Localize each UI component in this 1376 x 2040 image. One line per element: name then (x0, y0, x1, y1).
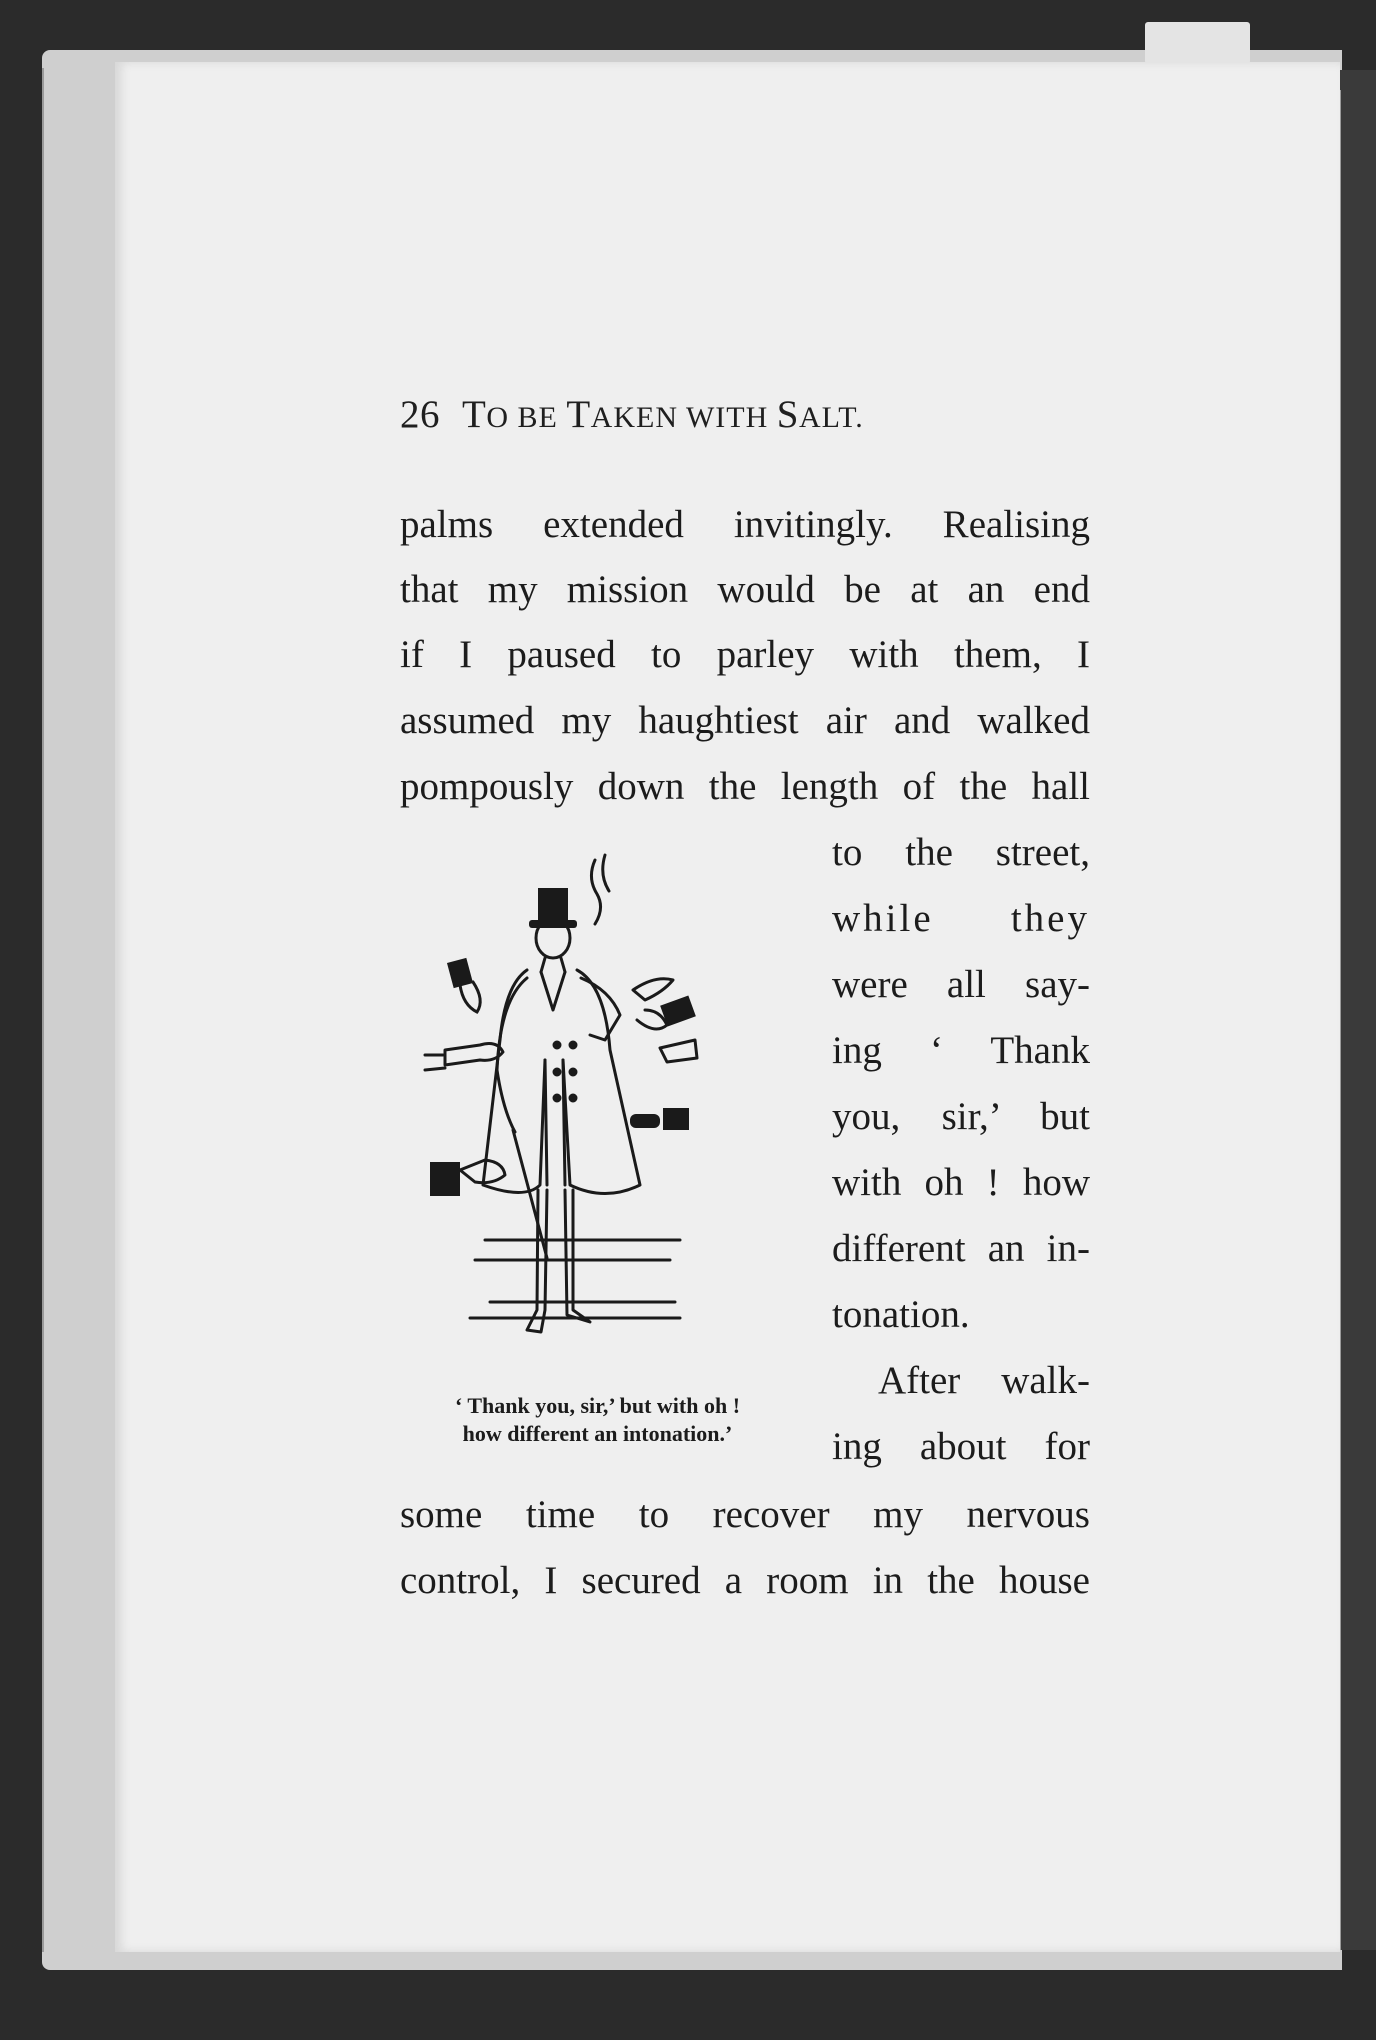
text-line: you, sir,’ but (832, 1095, 1090, 1138)
text-line: tonation. (832, 1293, 970, 1336)
text-line: ing about for (832, 1425, 1090, 1468)
header-title: TO BE TAKEN WITH SALT. (462, 393, 864, 436)
right-shadow (1336, 70, 1376, 1950)
text-line: that my mission would be at an end (400, 568, 1090, 611)
text-line: control, I secured a room in the house (400, 1559, 1090, 1602)
text-line: different an in- (832, 1227, 1090, 1270)
text-line: to the street, (832, 831, 1090, 874)
text-line: pompously down the length of the hall (400, 765, 1090, 808)
text-line: assumed my haughtiest air and walked (400, 699, 1090, 742)
illustration-gentleman-with-hands (405, 840, 785, 1385)
text-line: if I paused to parley with them, I (400, 633, 1090, 676)
text-line: with oh ! how (832, 1161, 1090, 1204)
page-tab-marker (1145, 22, 1250, 64)
text-line: while they (832, 897, 1090, 940)
text-line: palms extended invitingly. Realising (400, 503, 1090, 546)
page-number: 26 (400, 393, 440, 436)
text-line: ing ‘ Thank (832, 1029, 1090, 1072)
running-header (400, 392, 864, 437)
text-line: were all say- (832, 963, 1090, 1006)
illustration-caption: ‘ Thank you, sir,’ but with oh ! how different an intonation.’ (454, 1393, 741, 1446)
text-line: After walk- (878, 1359, 1090, 1402)
text-line: some time to recover my nervous (400, 1493, 1090, 1536)
